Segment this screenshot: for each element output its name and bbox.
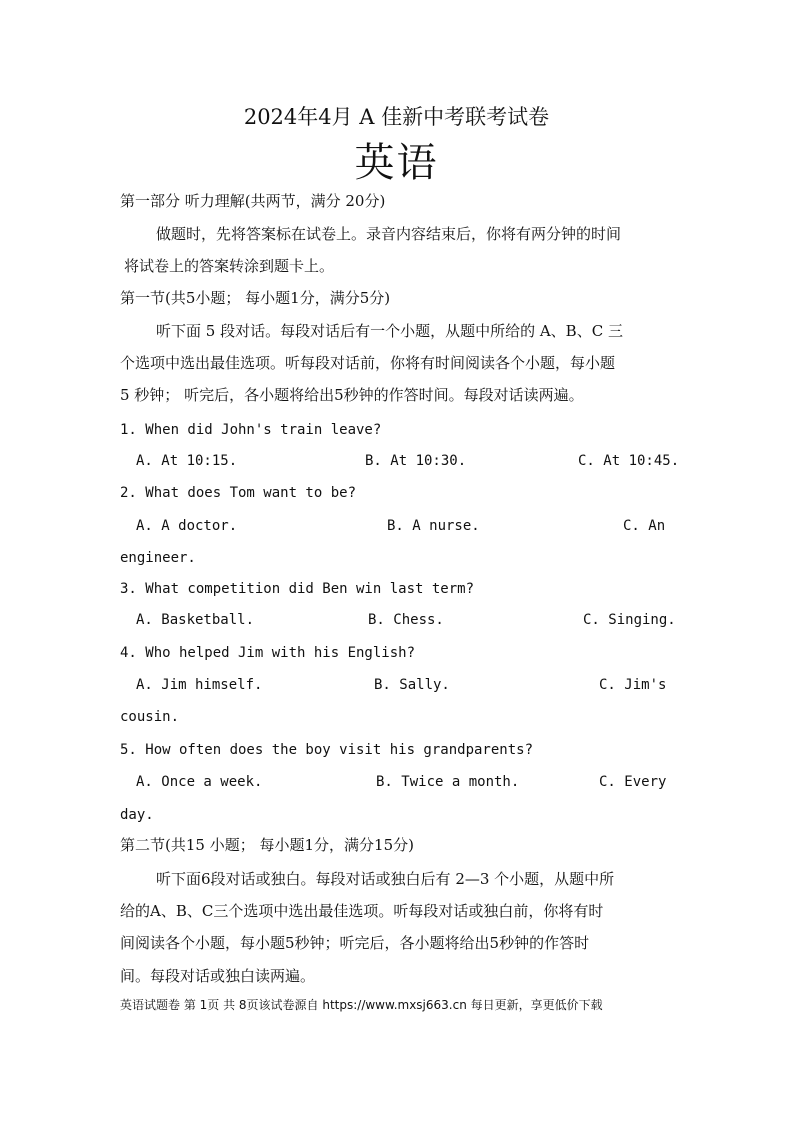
section1-instr-line1: 听下面 5 段对话。每段对话后有一个小题，从题中所给的 A、B、C 三 xyxy=(156,322,623,340)
question-4-option-c: C. Jim's xyxy=(599,677,667,693)
question-5-option-a: A. Once a week. xyxy=(136,774,263,790)
section2-heading: 第二节(共15 小题； 每小题1分，满分15分) xyxy=(120,836,414,854)
question-1-option-c: C. At 10:45. xyxy=(578,453,680,469)
question-4-option-b: B. Sally. xyxy=(374,677,450,693)
question-3-option-c: C. Singing. xyxy=(583,612,676,628)
question-4-option-c-wrap: cousin. xyxy=(120,709,180,725)
question-5-option-c-wrap: day. xyxy=(120,807,154,823)
exam-title: 2024年4月 A 佳新中考联考试卷 xyxy=(243,105,550,129)
question-5-option-c: C. Every xyxy=(599,774,667,790)
section2-instr-line1: 听下面6段对话或独白。每段对话或独白后有 2—3 个小题，从题中所 xyxy=(156,870,615,888)
section2-instr-line4: 间。每段对话或独白读两遍。 xyxy=(120,967,316,985)
question-4-stem: 4. Who helped Jim with his English? xyxy=(120,645,416,661)
question-3-stem: 3. What competition did Ben win last term? xyxy=(120,581,475,597)
question-1-stem: 1. When did John's train leave? xyxy=(120,422,382,438)
question-1-option-b: B. At 10:30. xyxy=(365,453,467,469)
section1-instr-line2: 个选项中选出最佳选项。听每段对话前，你将有时间阅读各个小题，每小题 xyxy=(120,354,616,372)
question-5-option-b: B. Twice a month. xyxy=(376,774,520,790)
part1-heading: 第一部分 听力理解(共两节，满分 20分) xyxy=(120,192,386,210)
section2-instr-line2: 给的A、B、C三个选项中选出最佳选项。听每段对话或独白前，你将有时 xyxy=(120,902,604,920)
page-footer: 英语试题卷 第 1页 共 8页该试卷源自 https://www.mxsj663.cn 每日更新，享更低价下载 xyxy=(120,998,603,1012)
question-2-option-c-wrap: engineer. xyxy=(120,550,196,566)
section1-instr-line3: 5 秒钟； 听完后，各小题将给出5秒钟的作答时间。每段对话读两遍。 xyxy=(120,386,584,404)
section1-heading: 第一节(共5小题； 每小题1分，满分5分) xyxy=(120,289,391,307)
question-2-stem: 2. What does Tom want to be? xyxy=(120,485,357,501)
question-2-option-b: B. A nurse. xyxy=(387,518,480,534)
subject-title: 英语 xyxy=(354,140,439,186)
question-5-stem: 5. How often does the boy visit his grandparents? xyxy=(120,742,534,758)
question-1-option-a: A. At 10:15. xyxy=(136,453,238,469)
section2-instr-line3: 间阅读各个小题，每小题5秒钟；听完后，各小题将给出5秒钟的作答时 xyxy=(120,934,590,952)
question-3-option-b: B. Chess. xyxy=(368,612,444,628)
question-4-option-a: A. Jim himself. xyxy=(136,677,263,693)
question-2-option-a: A. A doctor. xyxy=(136,518,238,534)
part1-intro-line2: 将试卷上的答案转涂到题卡上。 xyxy=(124,257,335,275)
part1-intro-line1: 做题时，先将答案标在试卷上。录音内容结束后，你将有两分钟的时间 xyxy=(156,225,622,243)
question-3-option-a: A. Basketball. xyxy=(136,612,255,628)
question-2-option-c: C. An xyxy=(623,518,666,534)
